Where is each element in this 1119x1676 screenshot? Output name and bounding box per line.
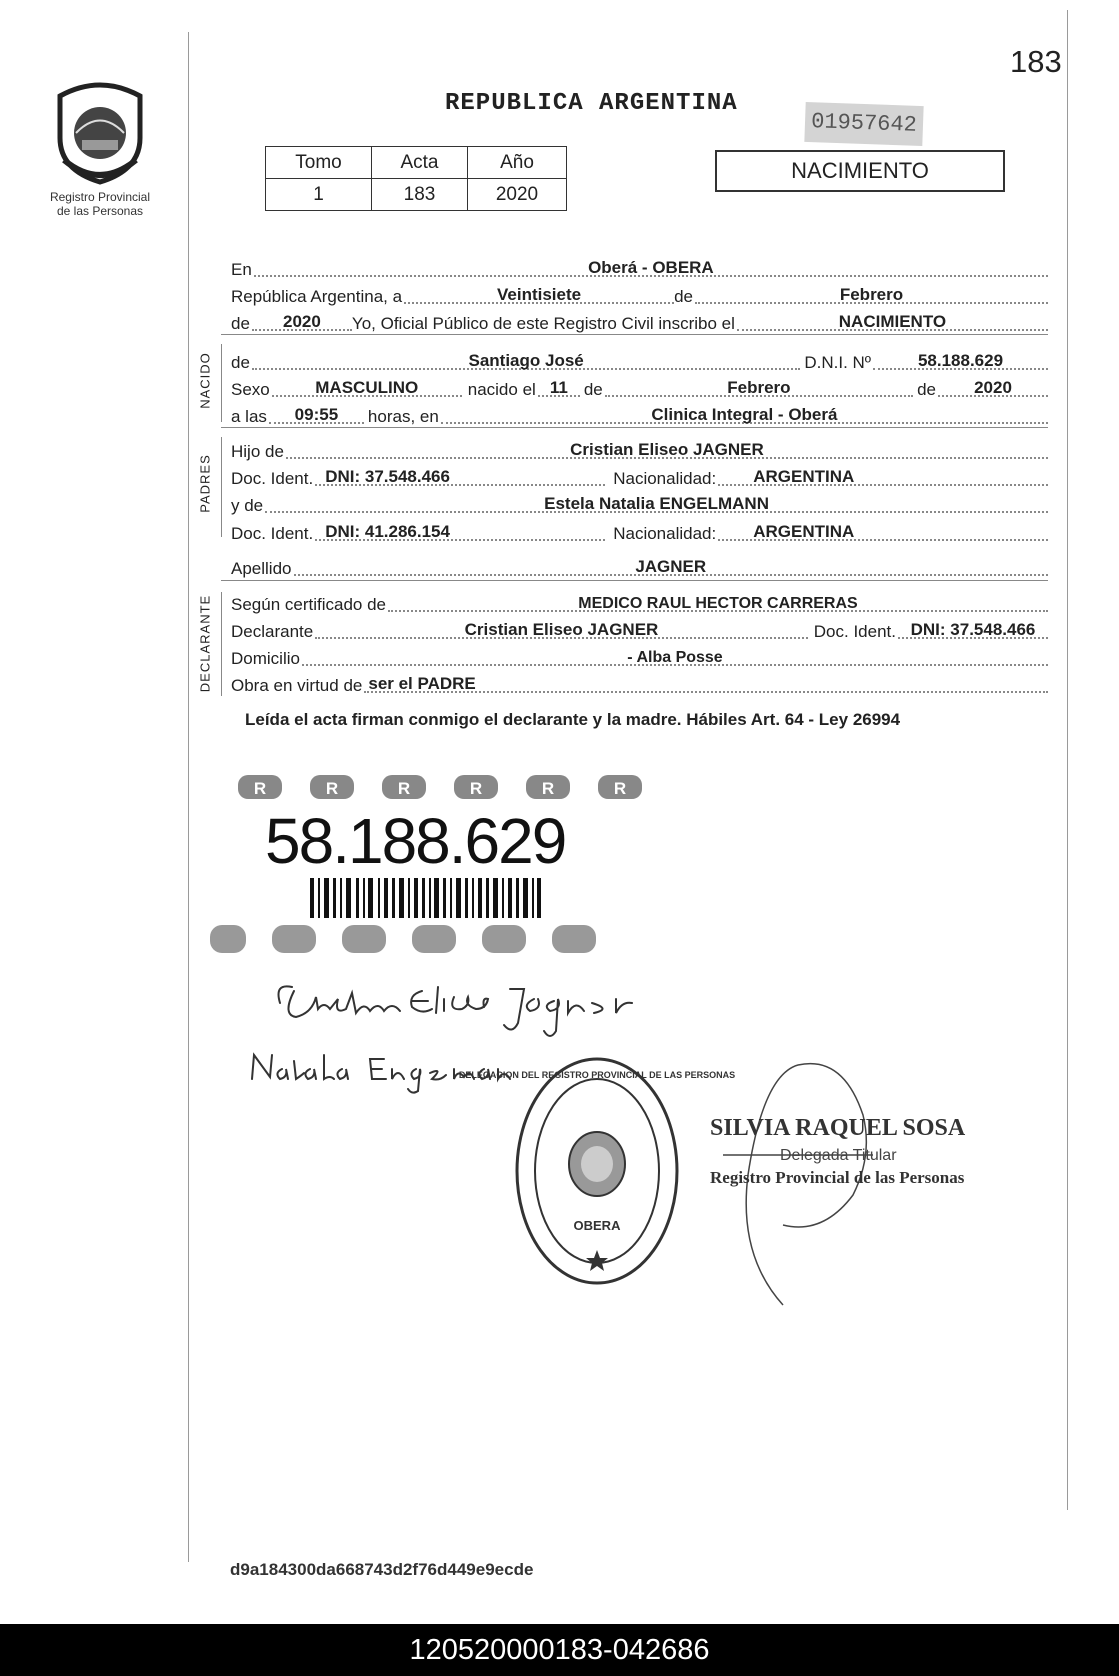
virtud-value: ser el PADRE	[368, 674, 476, 693]
nombre-value: Santiago José	[468, 351, 584, 370]
padre-nac-label: Nacionalidad:	[613, 469, 717, 488]
section-label-declarante: DECLARANTE	[197, 594, 213, 693]
row-hora	[231, 403, 1048, 427]
row-sexo	[231, 376, 1048, 400]
domicilio-label: Domicilio	[231, 649, 300, 668]
de-anio-label: de	[917, 380, 936, 399]
svg-text:R: R	[469, 779, 483, 798]
svg-text:R: R	[325, 779, 339, 798]
document-hash: d9a184300da668743d2f76d449e9ecde	[230, 1560, 534, 1579]
acta-value: 183	[372, 179, 468, 211]
row-en	[231, 256, 1048, 280]
tomo-label: Tomo	[266, 147, 372, 179]
anio-acta-value: 2020	[283, 312, 321, 331]
madre-doc-value: DNI: 41.286.154	[325, 522, 450, 541]
apellido-label: Apellido	[231, 559, 292, 578]
section-label-padres: PADRES	[197, 454, 213, 513]
svg-text:R: R	[397, 779, 411, 798]
en-value: Oberá - OBERA	[588, 258, 714, 277]
sexo-value: MASCULINO	[315, 378, 419, 397]
svg-text:R: R	[613, 779, 627, 798]
tomo-value: 1	[266, 179, 372, 211]
madre-nac-value: ARGENTINA	[753, 522, 855, 541]
row-hijo-de	[231, 438, 1048, 462]
anio-value: 2020	[468, 179, 567, 211]
dni-sticker-number: 58.188.629	[265, 805, 566, 877]
row-domicilio	[231, 645, 1048, 669]
tomo-acta-anio-table	[265, 146, 567, 211]
logo-caption-line2: de las Personas	[56, 204, 144, 218]
horas-en-label: horas, en	[367, 407, 439, 426]
anio-nac-value: 2020	[974, 378, 1012, 397]
padre-nac-value: ARGENTINA	[753, 467, 855, 486]
apellido-value: JAGNER	[635, 557, 707, 576]
y-de-label: y de	[231, 496, 264, 515]
padre-doc-label: Doc. Ident.	[231, 469, 314, 488]
row-padre-doc	[231, 465, 1048, 489]
madre-nac-label: Nacionalidad:	[613, 524, 717, 543]
svg-text:R: R	[253, 779, 267, 798]
mes-nac-value: Febrero	[727, 378, 791, 397]
de-label: de	[674, 287, 693, 306]
dia-nac-value: 11	[549, 378, 568, 397]
province-shield-icon	[50, 78, 150, 188]
svg-text:OBERA: OBERA	[573, 1218, 621, 1233]
footer-code: 120520000183-042686	[0, 1624, 1119, 1676]
svg-text:R: R	[541, 779, 555, 798]
a-las-label: a las	[231, 407, 267, 426]
lugar-value: Clinica Integral - Oberá	[651, 405, 838, 424]
serial-number-stamp: 01957642	[804, 102, 923, 146]
row-declarante	[231, 618, 1048, 642]
padre-signature-icon	[272, 975, 652, 1045]
row-y-de	[231, 492, 1048, 516]
right-margin-line	[1067, 10, 1068, 1510]
de2-label: de	[231, 314, 250, 333]
official-stamp-icon	[458, 1052, 736, 1290]
svg-text:DELEGACION DEL REGISTRO PROVIN: DELEGACION DEL REGISTRO PROVINCIAL DE LAS PERSONAS	[458, 1070, 736, 1080]
de-nombre-label: de	[231, 353, 250, 372]
declarante-doc-label: Doc. Ident.	[813, 622, 896, 641]
hora-value: 09:55	[294, 405, 339, 424]
row-certificado	[231, 591, 1048, 615]
yo-label: Yo, Oficial Público de este Registro Civil inscribo el	[351, 314, 735, 333]
row-apellido	[231, 555, 1048, 579]
padre-value: Cristian Eliseo JAGNER	[570, 440, 764, 459]
declarante-value: Cristian Eliseo JAGNER	[464, 620, 659, 639]
madre-value: Estela Natalia ENGELMANN	[544, 494, 769, 513]
dia-value: Veintisiete	[497, 285, 582, 304]
document-title: REPUBLICA ARGENTINA	[445, 90, 738, 117]
de-mes-label: de	[583, 380, 603, 399]
acta-label: Acta	[372, 147, 468, 179]
sexo-label: Sexo	[231, 380, 270, 399]
hijo-de-label: Hijo de	[231, 442, 284, 461]
dni-barcode-sticker	[210, 770, 650, 955]
anio-label: Año	[468, 147, 567, 179]
row-nombre	[231, 349, 1048, 373]
mes-value: Febrero	[839, 285, 904, 304]
declarante-doc-value: DNI: 37.548.466	[910, 620, 1036, 639]
en-label: En	[231, 260, 252, 279]
row-madre-doc	[231, 520, 1048, 544]
declarante-label: Declarante	[231, 622, 314, 641]
domicilio-value: - Alba Posse	[627, 649, 723, 666]
virtud-label: Obra en virtud de	[231, 676, 363, 695]
delegada-org: Registro Provincial de las Personas	[710, 1168, 965, 1187]
delegada-title: Delegada Titular	[780, 1147, 897, 1164]
row-fecha	[231, 283, 1048, 307]
logo-caption-line1: Registro Provincial	[49, 190, 151, 204]
delegada-name: SILVIA RAQUEL SOSA	[710, 1115, 966, 1141]
province-logo	[40, 78, 160, 223]
padre-doc-value: DNI: 37.548.466	[325, 467, 450, 486]
page-number: 183	[1010, 44, 1062, 79]
dni-label: D.N.I. Nº	[804, 353, 871, 372]
madre-doc-label: Doc. Ident.	[231, 524, 314, 543]
row-virtud	[231, 672, 1048, 696]
section-label-nacido: NACIDO	[197, 352, 213, 409]
left-margin-line	[188, 32, 189, 1562]
republica-label: República Argentina, a	[231, 287, 403, 306]
certificado-value: MEDICO RAUL HECTOR CARRERAS	[578, 595, 858, 612]
legal-text: Leída el acta firman conmigo el declarante y la madre. Hábiles Art. 64 - Ley 26994	[245, 710, 901, 729]
record-type-box: NACIMIENTO	[715, 150, 1005, 192]
row-inscribo	[231, 310, 1048, 334]
nacido-el-label: nacido el	[467, 380, 536, 399]
dni-value: 58.188.629	[917, 351, 1004, 370]
certificado-label: Según certificado de	[231, 595, 386, 614]
inscribo-value: NACIMIENTO	[838, 312, 947, 331]
